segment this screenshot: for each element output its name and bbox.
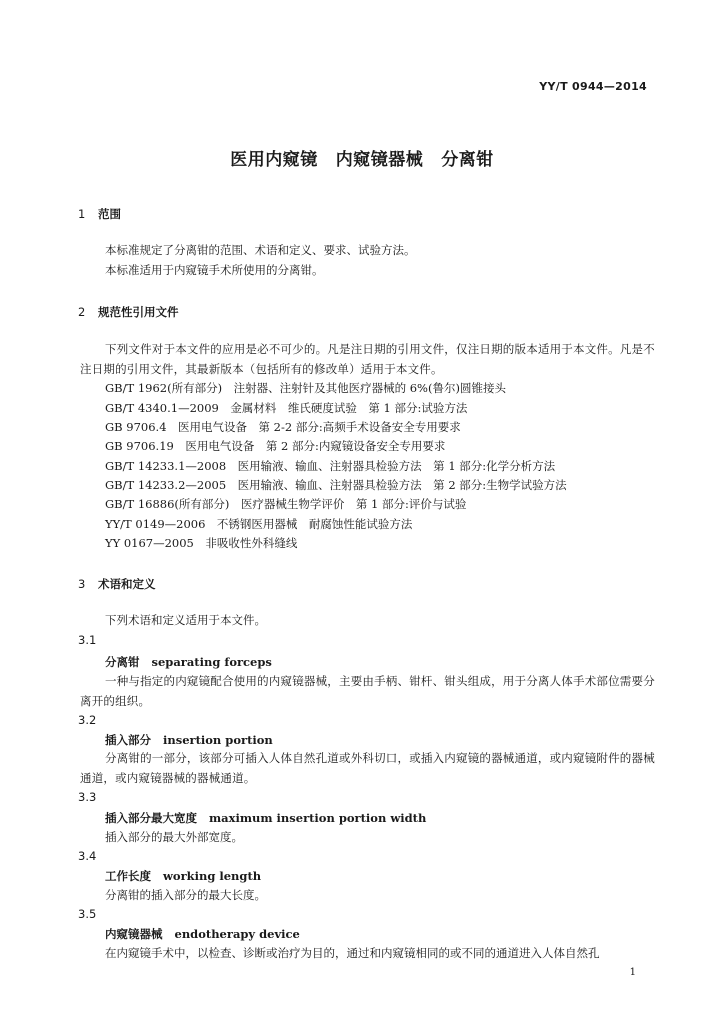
section-2-title: 规范性引用文件 [98,305,179,319]
term-heading [105,654,272,670]
term-cn: 插入部分最大宽度 [105,811,197,825]
clause-number: 3.4 [78,849,97,863]
section-1-title: 范围 [98,207,121,221]
document-title [0,145,724,170]
title-part-2: 内窥镜器械 [335,150,424,170]
reference-item: GB/T 16886(所有部分) 医疗器械生物学评价 第 1 部分:评价与试验 [105,497,467,511]
title-part-1: 医用内窥镜 [230,150,318,170]
clause-number: 3.1 [78,633,97,647]
term-definition: 插入部分的最大外部宽度。 [105,830,243,844]
term-definition: 一种与指定的内窥镜配合使用的内窥镜器械，主要由手柄、钳杆、钳头组成，用于分离人体手术部位需要分离开的组织。 [80,674,655,708]
page-number: 1 [629,967,636,978]
term-cn: 分离钳 [105,655,140,669]
section-3-number: 3 [78,577,86,591]
reference-item: YY 0167—2005 非吸收性外科缝线 [105,536,298,550]
term-en: insertion portion [163,733,273,747]
section-2-intro: 下列文件对于本文件的应用是必不可少的。凡是注日期的引用文件，仅注日期的版本适用于本文件。凡是不注日期的引用文件，其最新版本（包括所有的修改单）适用于本文件。 [80,342,655,376]
term-cn: 插入部分 [105,733,151,747]
reference-item: GB/T 14233.1—2008 医用输液、输血、注射器具检验方法 第 1 部分:化学分析方法 [105,459,556,473]
section-1-para-1: 本标准规定了分离钳的范围、术语和定义、要求、试验方法。 [105,243,416,257]
reference-item: YY/T 0149—2006 不锈钢医用器械 耐腐蚀性能试验方法 [105,517,413,531]
term-definition: 在内窥镜手术中，以检查、诊断或治疗为目的，通过和内窥镜相同的或不同的通道进入人体自然孔 [105,946,600,960]
section-2-number: 2 [78,305,86,319]
standard-code: YY/T 0944—2014 [539,80,647,93]
term-definition: 分离钳的插入部分的最大长度。 [105,888,266,902]
term-cn: 工作长度 [105,869,151,883]
section-1-para-2: 本标准适用于内窥镜手术所使用的分离钳。 [105,263,324,277]
term-en: separating forceps [151,655,272,669]
reference-item: GB/T 14233.2—2005 医用输液、输血、注射器具检验方法 第 2 部分:生物学试验方法 [105,478,567,492]
section-2-heading [78,304,179,320]
section-1-number: 1 [78,207,86,221]
term-heading [105,926,300,942]
section-1-heading [78,206,121,222]
clause-number: 3.5 [78,907,97,921]
title-part-3: 分离钳 [441,150,494,170]
reference-item: GB 9706.19 医用电气设备 第 2 部分:内窥镜设备安全专用要求 [105,439,446,453]
reference-item: GB/T 1962(所有部分) 注射器、注射针及其他医疗器械的 6%(鲁尔)圆锥接头 [105,381,506,395]
section-3-title: 术语和定义 [98,577,156,591]
term-en: maximum insertion portion width [209,811,427,825]
reference-item: GB 9706.4 医用电气设备 第 2-2 部分:高频手术设备安全专用要求 [105,420,461,434]
term-en: working length [163,869,262,883]
clause-number: 3.3 [78,790,97,804]
reference-item: GB/T 4340.1—2009 金属材料 维氏硬度试验 第 1 部分:试验方法 [105,401,468,415]
section-3-intro: 下列术语和定义适用于本文件。 [105,613,266,627]
clause-number: 3.2 [78,713,97,727]
term-en: endotherapy device [174,927,300,941]
term-definition: 分离钳的一部分，该部分可插入人体自然孔道或外科切口，或插入内窥镜的器械通道，或内窥镜附件的器械通道，或内窥镜器械的器械通道。 [80,751,655,785]
term-heading [105,868,261,884]
term-heading [105,732,273,748]
term-cn: 内窥镜器械 [105,927,163,941]
term-heading [105,810,426,826]
section-3-heading [78,576,156,592]
